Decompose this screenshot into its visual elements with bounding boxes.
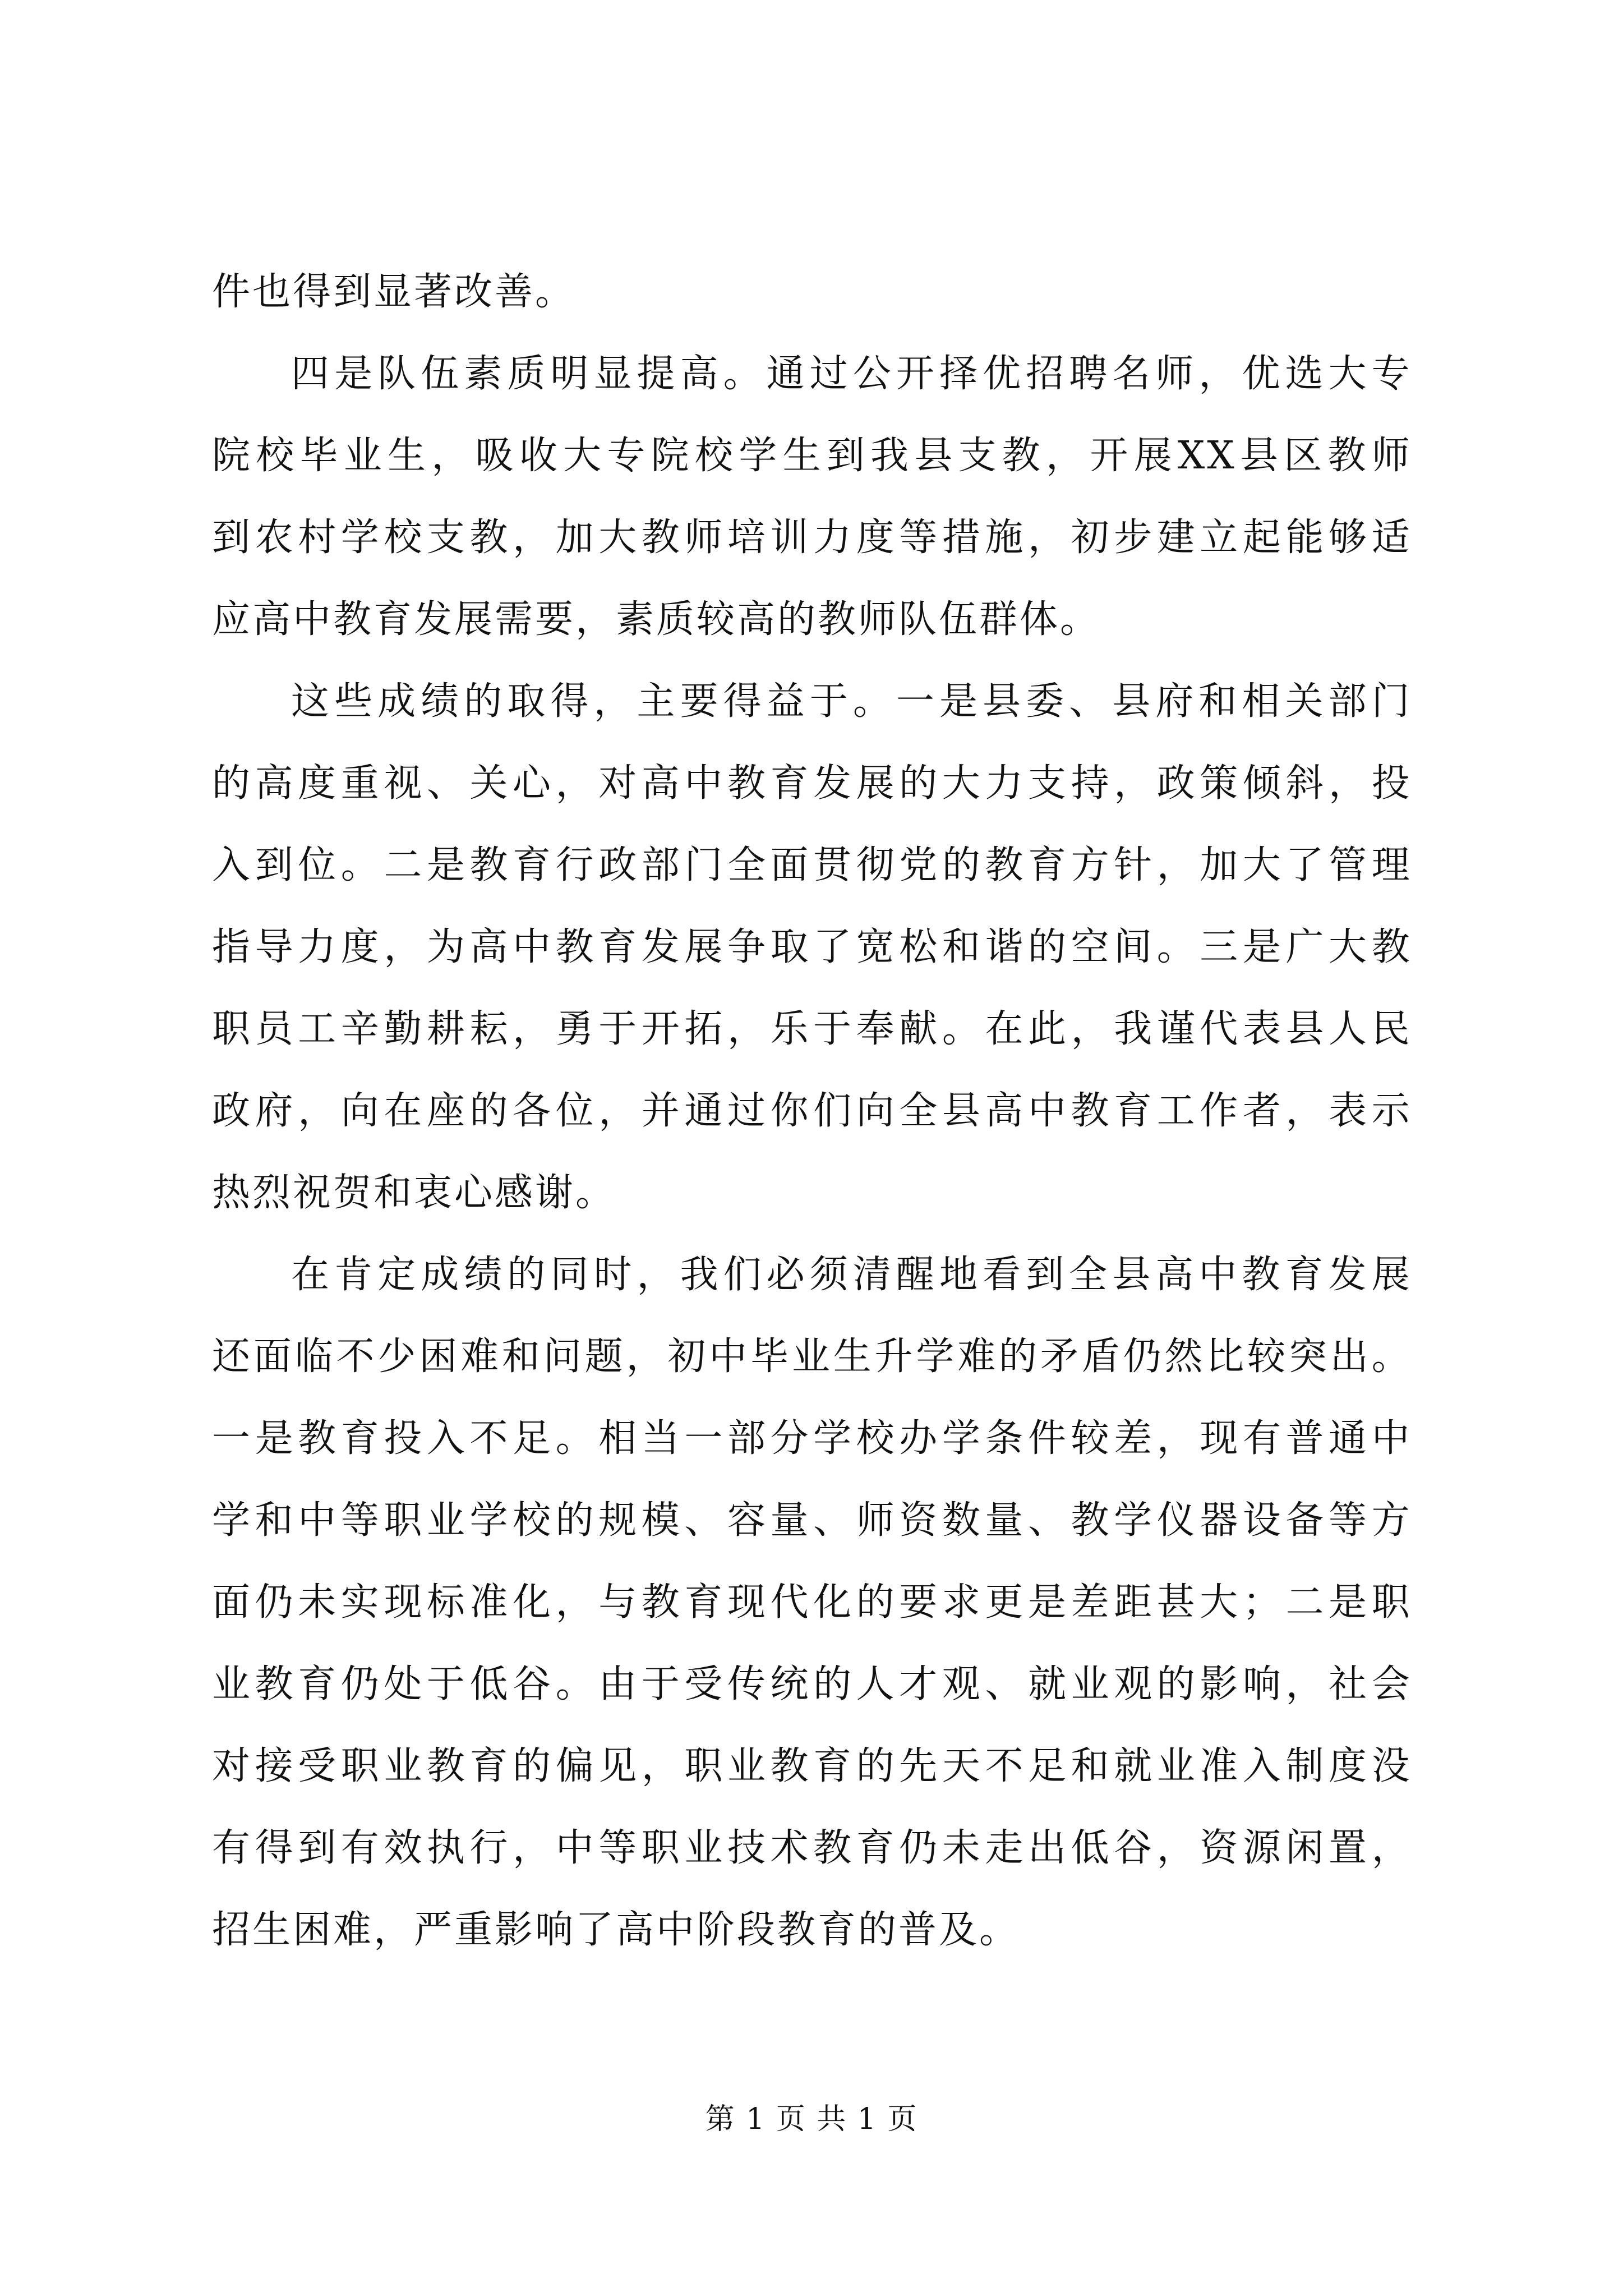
text-line: 的 高 度 重 视 、 关 心 ， 对 高 中 教 育 发 展 的 大 力 支 持 ， 政 策 倾 斜 ， 投	[212, 761, 1412, 806]
text-line: 还 面 临 不 少 困 难 和 问 题 ， 初 中 毕 业 生 升 学 难 的 矛 盾 仍 然 比 较 突 出 。	[212, 1335, 1412, 1379]
text-line: 件也得到显著改善。	[212, 270, 576, 314]
text-line: 对 接 受 职 业 教 育 的 偏 见 ， 职 业 教 育 的 先 天 不 足 和 就 业 准 入 制 度 没	[212, 1744, 1412, 1788]
text-line: 热烈祝贺和衷心感谢。	[212, 1171, 616, 1215]
text-line: 职 员 工 辛 勤 耕 耘 ， 勇 于 开 拓 ， 乐 于 奉 献 。 在 此 ， 我 谨 代 表 县 人 民	[212, 1007, 1412, 1051]
body-text	[212, 251, 1412, 1971]
text-line: 政 府 ， 向 在 座 的 各 位 ， 并 通 过 你 们 向 全 县 高 中 教 育 工 作 者 ， 表 示	[212, 1089, 1412, 1133]
text-line: 院 校 毕 业 生 ， 吸 收 大 专 院 校 学 生 到 我 县 支 教 ， 开 展 XX 县 区 教 师	[212, 434, 1412, 478]
text-line: 指 导 力 度 ， 为 高 中 教 育 发 展 争 取 了 宽 松 和 谐 的 空 间 。 三 是 广 大 教	[212, 925, 1412, 969]
text-line: 应高中教育发展需要，素质较高的教师队伍群体。	[212, 597, 1101, 642]
text-line: 四 是 队 伍 素 质 明 显 提 高 。 通 过 公 开 择 优 招 聘 名 师 ， 优 选 大 专	[291, 352, 1412, 396]
page-footer: 第 1 页 共 1 页	[705, 2102, 918, 2136]
text-line: 入 到 位 。 二 是 教 育 行 政 部 门 全 面 贯 彻 党 的 教 育 方 针 ， 加 大 了 管 理	[212, 843, 1412, 887]
text-line: 到 农 村 学 校 支 教 ， 加 大 教 师 培 训 力 度 等 措 施 ， 初 步 建 立 起 能 够 适	[212, 516, 1412, 560]
text-line: 业 教 育 仍 处 于 低 谷 。 由 于 受 传 统 的 人 才 观 、 就 业 观 的 影 响 ， 社 会	[212, 1662, 1412, 1706]
text-line: 在 肯 定 成 绩 的 同 时 ， 我 们 必 须 清 醒 地 看 到 全 县 高 中 教 育 发 展	[291, 1253, 1412, 1297]
text-line: 有 得 到 有 效 执 行 ， 中 等 职 业 技 术 教 育 仍 未 走 出 低 谷 ， 资 源 闲 置 ，	[212, 1826, 1412, 1870]
text-line: 面 仍 未 实 现 标 准 化 ， 与 教 育 现 代 化 的 要 求 更 是 差 距 甚 大 ； 二 是 职	[212, 1580, 1412, 1625]
text-line: 一 是 教 育 投 入 不 足 。 相 当 一 部 分 学 校 办 学 条 件 较 差 ， 现 有 普 通 中	[212, 1416, 1412, 1461]
text-line: 这 些 成 绩 的 取 得 ， 主 要 得 益 于 。 一 是 县 委 、 县 府 和 相 关 部 门	[291, 679, 1412, 724]
text-line: 招生困难，严重影响了高中阶段教育的普及。	[212, 1908, 1020, 1952]
text-line: 学 和 中 等 职 业 学 校 的 规 模 、 容 量 、 师 资 数 量 、 教 学 仪 器 设 备 等 方	[212, 1498, 1412, 1543]
